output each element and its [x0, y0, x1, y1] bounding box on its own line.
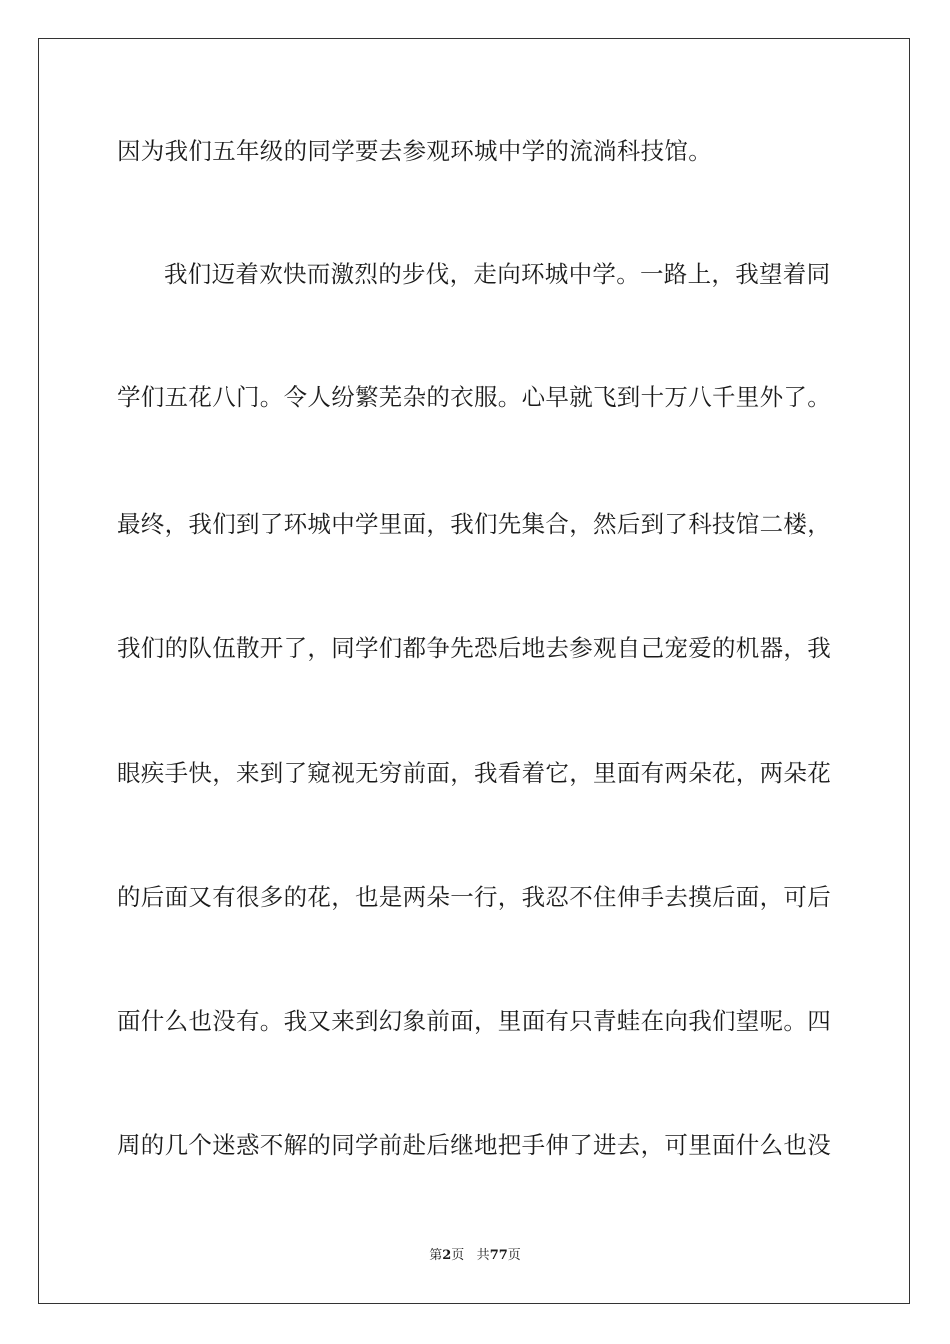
paragraph-line-3: 学们五花八门。令人纷繁芜杂的衣服。心早就飞到十万八千里外了。	[117, 383, 831, 411]
page-border	[38, 38, 910, 1304]
paragraph-line-7: 的后面又有很多的花，也是两朵一行，我忍不住伸手去摸后面，可后	[117, 883, 831, 911]
footer-total-prefix: 共	[476, 1248, 490, 1263]
footer-page-suffix: 页	[451, 1248, 465, 1263]
footer-page-prefix: 第	[429, 1248, 443, 1263]
footer-total-suffix: 页	[507, 1248, 521, 1263]
paragraph-line-6: 眼疾手快，来到了窥视无穷前面，我看着它，里面有两朵花，两朵花	[117, 759, 831, 787]
paragraph-line-8: 面什么也没有。我又来到幻象前面，里面有只青蛙在向我们望呢。四	[117, 1007, 831, 1035]
page-footer	[0, 1247, 950, 1265]
paragraph-line-1: 因为我们五年级的同学要去参观环城中学的流淌科技馆。	[117, 137, 712, 165]
paragraph-line-9: 周的几个迷惑不解的同学前赴后继地把手伸了进去，可里面什么也没	[117, 1131, 831, 1159]
paragraph-line-5: 我们的队伍散开了，同学们都争先恐后地去参观自己宠爱的机器，我	[117, 634, 831, 662]
footer-total-pages: 77	[489, 1248, 508, 1263]
paragraph-line-4: 最终，我们到了环城中学里面，我们先集合，然后到了科技馆二楼，	[117, 510, 831, 538]
paragraph-line-2: 我们迈着欢快而激烈的步伐，走向环城中学。一路上，我望着同	[164, 260, 831, 288]
footer-page-number: 2	[442, 1248, 452, 1263]
